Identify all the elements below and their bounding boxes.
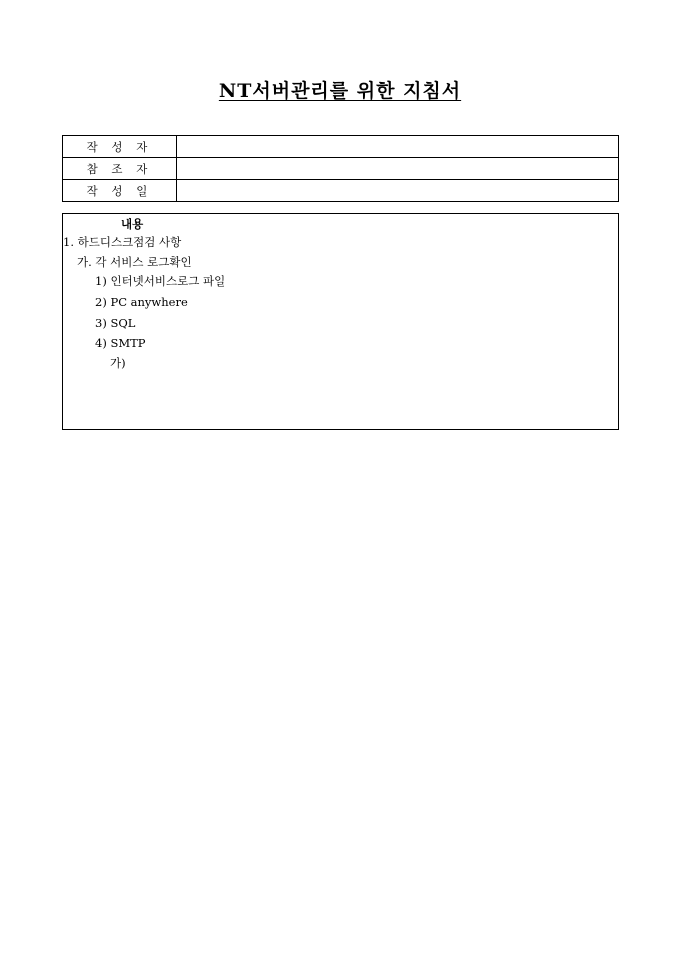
document-meta-table xyxy=(62,135,619,202)
content-line-item-4: 4) SMTP xyxy=(95,336,146,350)
content-line-subsection-ga: 가. 각 서비스 로그확인 xyxy=(77,255,192,269)
content-box xyxy=(62,213,619,430)
meta-value-reference xyxy=(177,158,619,180)
content-line-subitem-ga: 가) xyxy=(110,356,126,370)
content-line-section-1: 1. 하드디스크점검 사항 xyxy=(63,235,182,249)
meta-value-date xyxy=(177,180,619,202)
meta-row-date xyxy=(63,180,619,202)
document-title: NT서버관리를 위한 지침서 xyxy=(218,80,462,102)
meta-value-author xyxy=(177,136,619,158)
meta-row-author xyxy=(63,136,619,158)
meta-label-reference: 참 조 자 xyxy=(63,158,177,180)
content-heading: 내용 xyxy=(121,217,144,231)
content-line-item-3: 3) SQL xyxy=(95,316,136,330)
content-line-item-1: 1) 인터넷서비스로그 파일 xyxy=(95,274,226,288)
meta-row-reference xyxy=(63,158,619,180)
content-line-item-2: 2) PC anywhere xyxy=(95,295,188,309)
meta-label-author: 작 성 자 xyxy=(63,136,177,158)
meta-label-date: 작 성 일 xyxy=(63,180,177,202)
